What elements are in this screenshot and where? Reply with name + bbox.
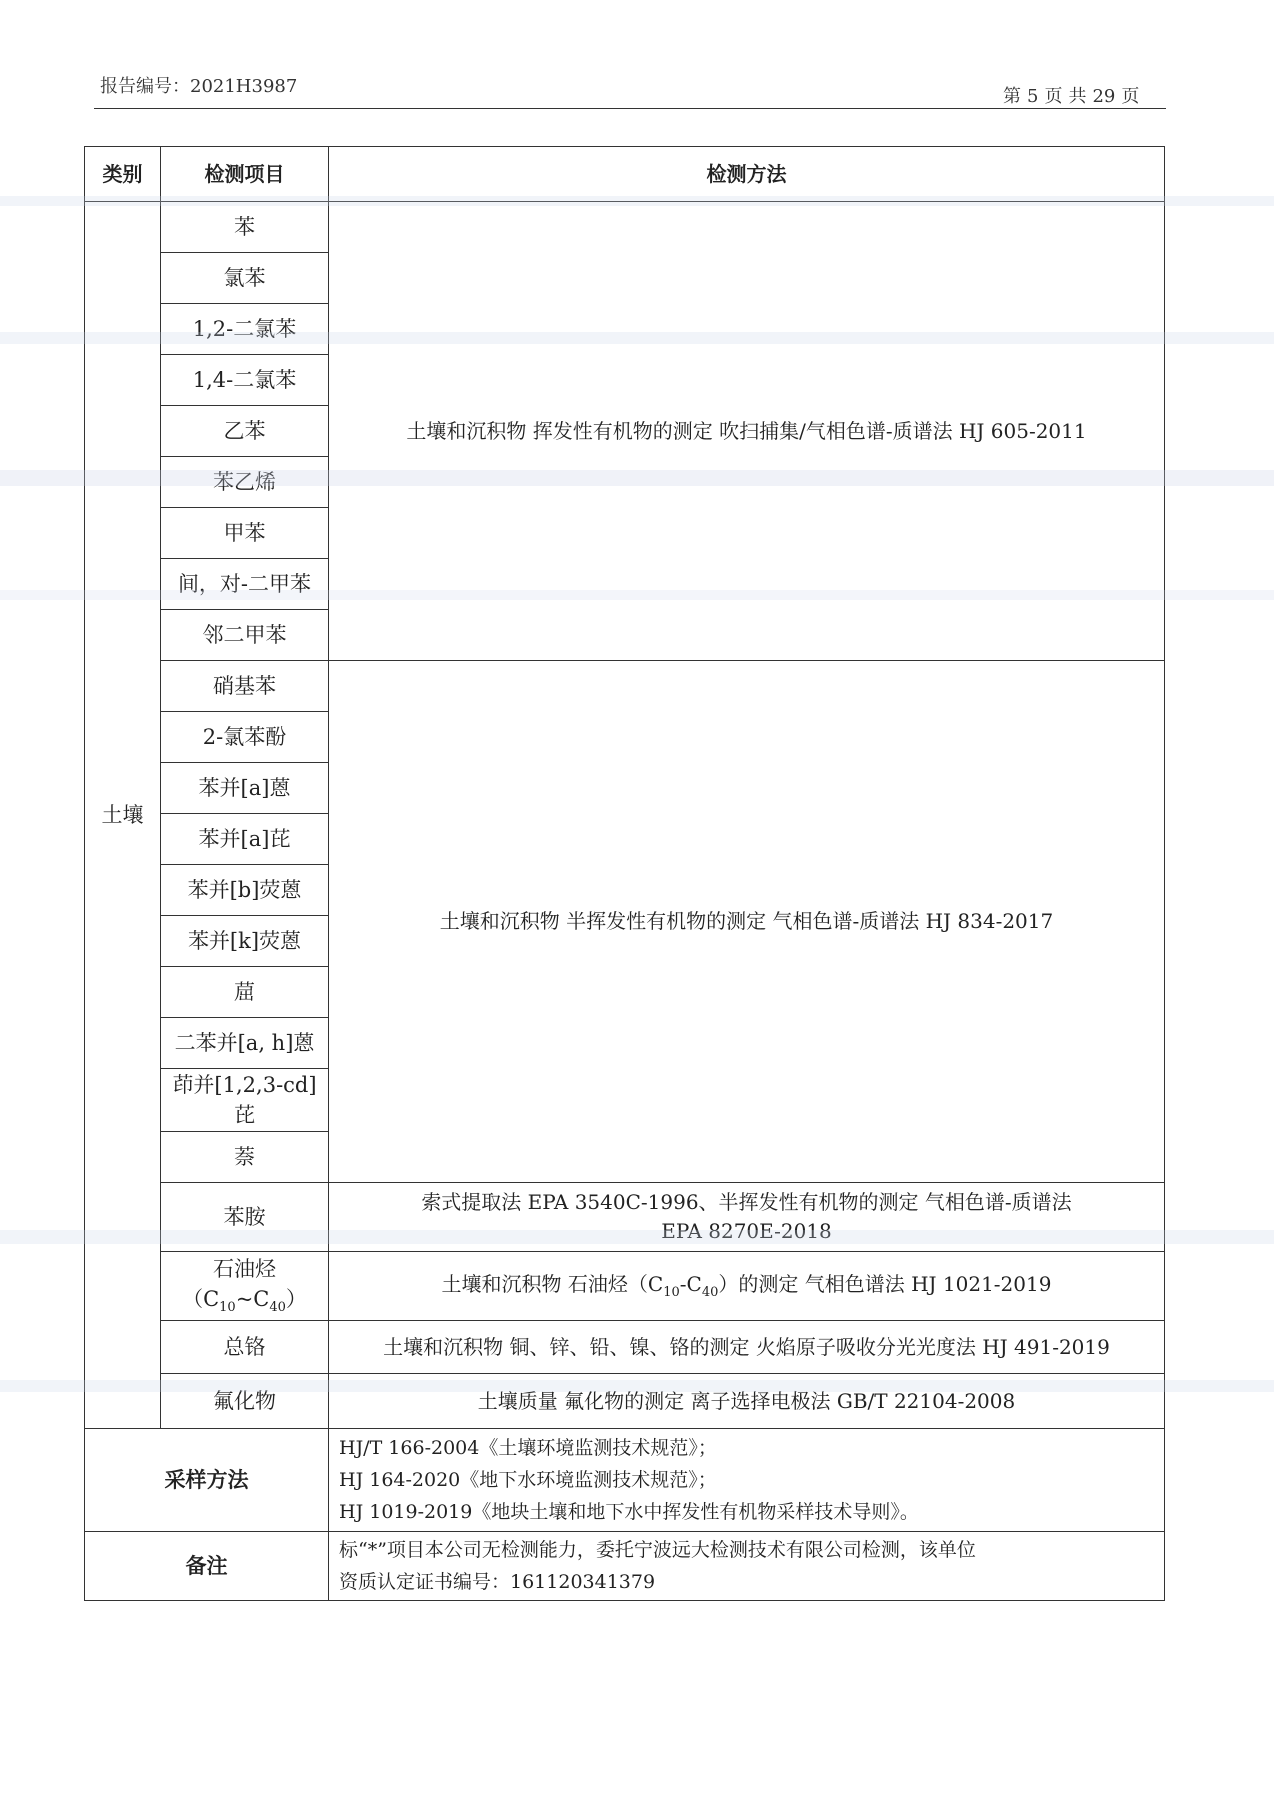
page-part: 5 xyxy=(1027,86,1039,107)
table-row xyxy=(85,1429,1165,1532)
item-cell: 1,4-二氯苯 xyxy=(161,355,329,406)
item-line: $(C_{10}\sim C_{40})$ xyxy=(182,1287,307,1316)
method-cell: 土壤和沉积物 铜、锌、铅、镍、铬的测定 火焰原子吸收分光光度法 HJ 491-2019 xyxy=(329,1321,1165,1374)
item-cell: 茚并[1,2,3-cd]芘 xyxy=(161,1069,329,1132)
method-cell: 土壤质量 氟化物的测定 离子选择电极法 GB/T 22104-2008 xyxy=(329,1374,1165,1429)
item-cell: 苯 xyxy=(161,202,329,253)
item-cell: 苯并[b]荧蒽 xyxy=(161,865,329,916)
table-row xyxy=(85,1532,1165,1601)
item-cell: 2-氯苯酚 xyxy=(161,712,329,763)
item-cell: 苯并[k]荧蒽 xyxy=(161,916,329,967)
item-cell: 总铬 xyxy=(161,1321,329,1374)
item-cell: 间，对-二甲苯 xyxy=(161,559,329,610)
sampling-line: HJ/T 166-2004《土壤环境监测技术规范》； xyxy=(339,1436,717,1459)
method-table xyxy=(84,146,1165,1601)
item-cell xyxy=(161,1252,329,1321)
page-part: 页 xyxy=(1121,86,1140,107)
table-row xyxy=(85,202,1165,253)
table-row xyxy=(85,661,1165,712)
table-row xyxy=(85,1321,1165,1374)
item-cell: 萘 xyxy=(161,1132,329,1183)
method-line: 索式提取法 EPA 3540C-1996、半挥发性有机物的测定 气相色谱-质谱法 xyxy=(421,1190,1072,1214)
item-cell: 1,2-二氯苯 xyxy=(161,304,329,355)
method-cell: 土壤和沉积物 半挥发性有机物的测定 气相色谱-质谱法 HJ 834-2017 xyxy=(329,661,1165,1183)
header-item: 检测项目 xyxy=(161,147,329,202)
page-part: 页 xyxy=(1044,86,1063,107)
method-cell xyxy=(329,1183,1165,1252)
table-row xyxy=(85,1252,1165,1321)
method-line: EPA 8270E-2018 xyxy=(661,1219,832,1243)
remarks-line: 标“*”项目本公司无检测能力，委托宁波远大检测技术有限公司检测，该单位 xyxy=(339,1538,976,1561)
item-cell: 苯胺 xyxy=(161,1183,329,1252)
table-header-row xyxy=(85,147,1165,202)
item-cell: 氯苯 xyxy=(161,253,329,304)
table-row xyxy=(85,1183,1165,1252)
sampling-label: 采样方法 xyxy=(85,1429,329,1532)
item-cell: 䓛 xyxy=(161,967,329,1018)
remarks-line: 资质认定证书编号：161120341379 xyxy=(339,1571,656,1593)
item-cell: 乙苯 xyxy=(161,406,329,457)
category-cell: 土壤 xyxy=(85,202,161,1429)
item-cell: 苯乙烯 xyxy=(161,457,329,508)
page-number xyxy=(1003,82,1145,108)
item-cell: 邻二甲苯 xyxy=(161,610,329,661)
item-cell: 氟化物 xyxy=(161,1374,329,1429)
item-cell: 二苯并[a, h]蒽 xyxy=(161,1018,329,1069)
sampling-line: HJ 1019-2019《地块土壤和地下水中挥发性有机物采样技术导则》。 xyxy=(339,1501,919,1524)
sampling-methods xyxy=(329,1429,1165,1532)
page-part: 共 xyxy=(1068,86,1087,107)
item-line: 石油烃 xyxy=(213,1256,276,1281)
method-cell: 土壤和沉积物 挥发性有机物的测定 吹扫捕集/气相色谱-质谱法 HJ 605-2011 xyxy=(329,202,1165,661)
remarks-label: 备注 xyxy=(85,1532,329,1601)
method-cell: 土壤和沉积物 石油烃$(C_{10}-C_{40})$的测定 气相色谱法 HJ 1021-2019 xyxy=(329,1252,1165,1321)
page-part: 29 xyxy=(1092,86,1116,107)
sampling-line: HJ 164-2020《地下水环境监测技术规范》； xyxy=(339,1468,717,1491)
table-row xyxy=(85,1374,1165,1429)
page-part: 第 xyxy=(1003,86,1021,107)
item-cell: 苯并[a]蒽 xyxy=(161,763,329,814)
remarks-text xyxy=(329,1532,1165,1601)
header-method: 检测方法 xyxy=(329,147,1165,202)
item-cell: 苯并[a]芘 xyxy=(161,814,329,865)
item-cell: 甲苯 xyxy=(161,508,329,559)
report-number: 报告编号：2021H3987 xyxy=(100,76,298,97)
header-rule xyxy=(94,108,1166,109)
item-cell: 硝基苯 xyxy=(161,661,329,712)
header-category: 类别 xyxy=(85,147,161,202)
